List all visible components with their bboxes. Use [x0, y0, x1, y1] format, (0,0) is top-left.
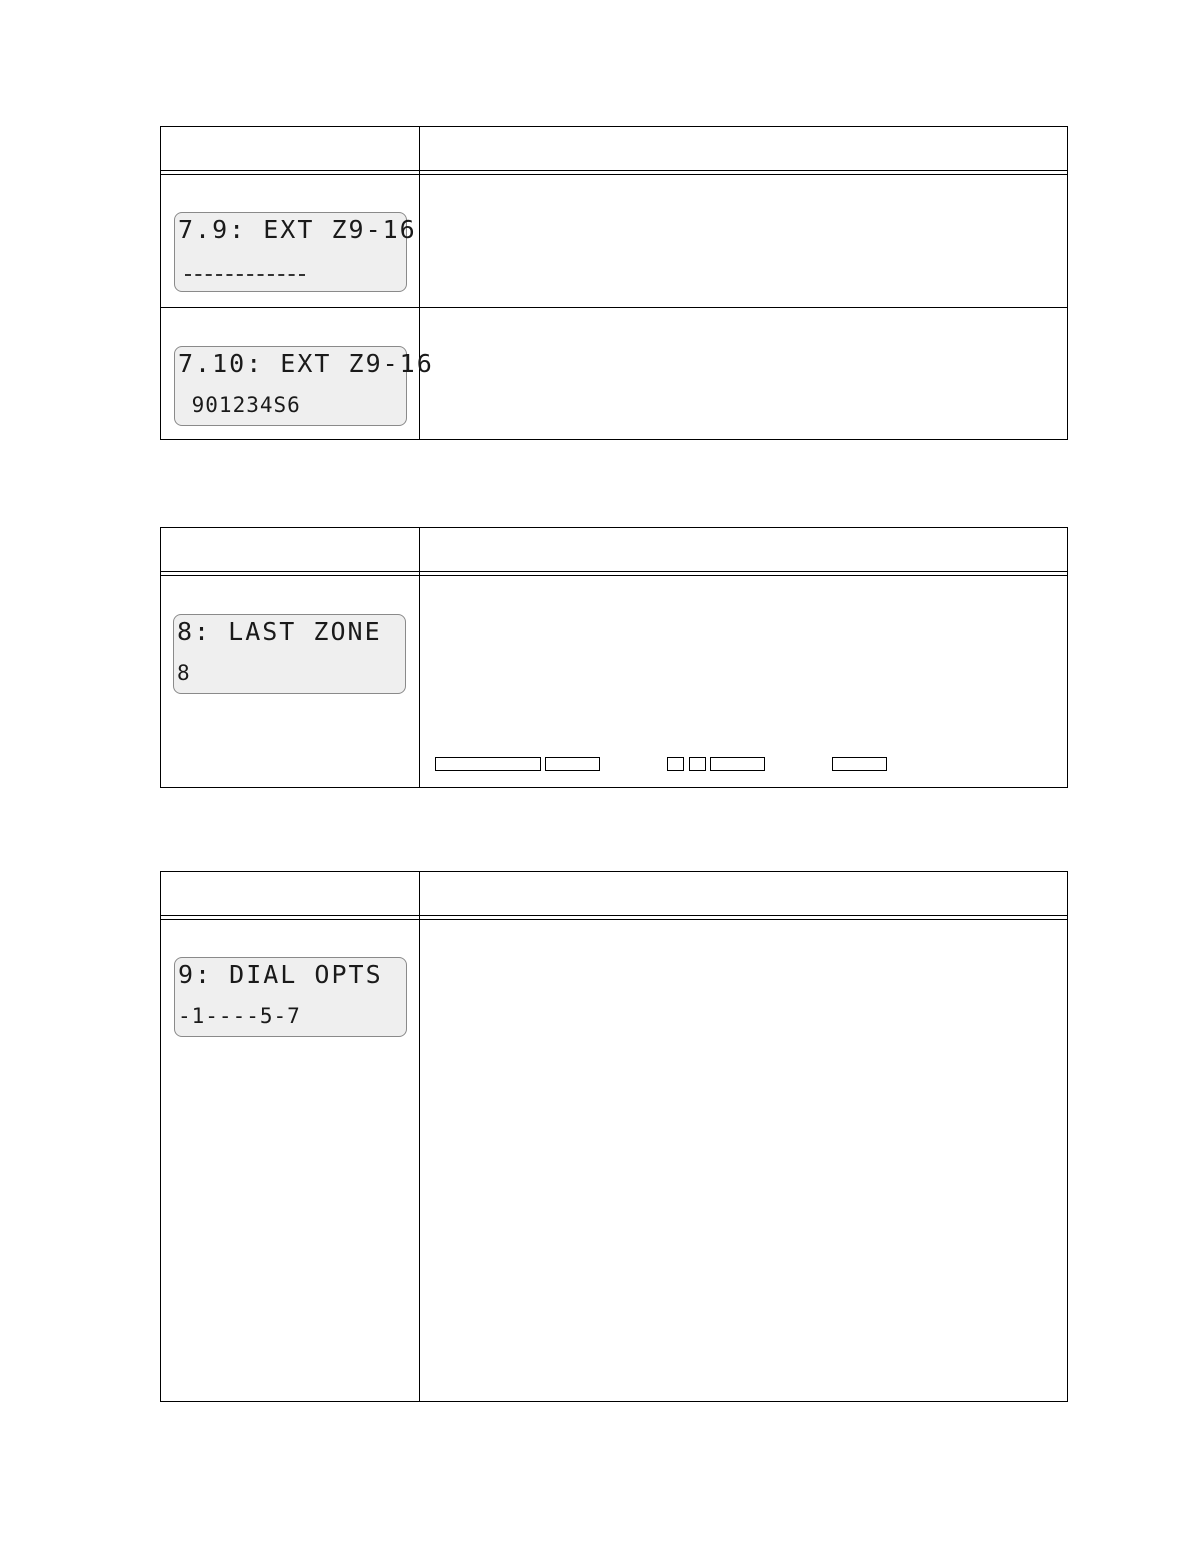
keypad-key-row: [161, 757, 1069, 771]
lcd-display-9: [174, 957, 407, 1037]
table-row-8: [161, 576, 1067, 787]
key-box: [435, 757, 541, 771]
column-divider: [419, 576, 420, 787]
table-ext-zones: [160, 126, 1068, 440]
column-divider: [419, 175, 420, 307]
lcd-display-7-9: [174, 212, 417, 292]
lcd-line-2: -1----5-7: [178, 1004, 301, 1028]
table-header: [161, 872, 1067, 915]
key-box: [832, 757, 887, 771]
key-box: [689, 757, 706, 771]
lcd-line-2: 901234S6: [178, 393, 301, 417]
table-row-7-9: [161, 175, 1067, 307]
column-divider: [419, 572, 420, 575]
lcd-line-1: 9: DIAL OPTS: [178, 960, 383, 989]
column-divider: [419, 171, 420, 174]
key-box: [667, 757, 684, 771]
table-header: [161, 528, 1067, 571]
table-dial-options: [160, 871, 1068, 1402]
column-divider: [419, 872, 420, 915]
lcd-dashes: [185, 274, 305, 276]
table-row-7-10: [161, 308, 1067, 439]
column-divider: [419, 920, 420, 1401]
table-header: [161, 127, 1067, 170]
table-row-9: [161, 920, 1067, 1401]
key-box: [710, 757, 765, 771]
key-box: [545, 757, 600, 771]
lcd-display-7-10: [174, 346, 434, 426]
lcd-line-2: 8: [177, 661, 191, 685]
lcd-line-1: 7.10: EXT Z9-16: [178, 349, 434, 378]
lcd-display-8: [173, 614, 406, 694]
column-divider: [419, 916, 420, 919]
column-divider: [419, 528, 420, 571]
lcd-line-1: 7.9: EXT Z9-16: [178, 215, 417, 244]
lcd-line-1: 8: LAST ZONE: [177, 617, 382, 646]
table-last-zone: [160, 527, 1068, 788]
column-divider: [419, 127, 420, 170]
